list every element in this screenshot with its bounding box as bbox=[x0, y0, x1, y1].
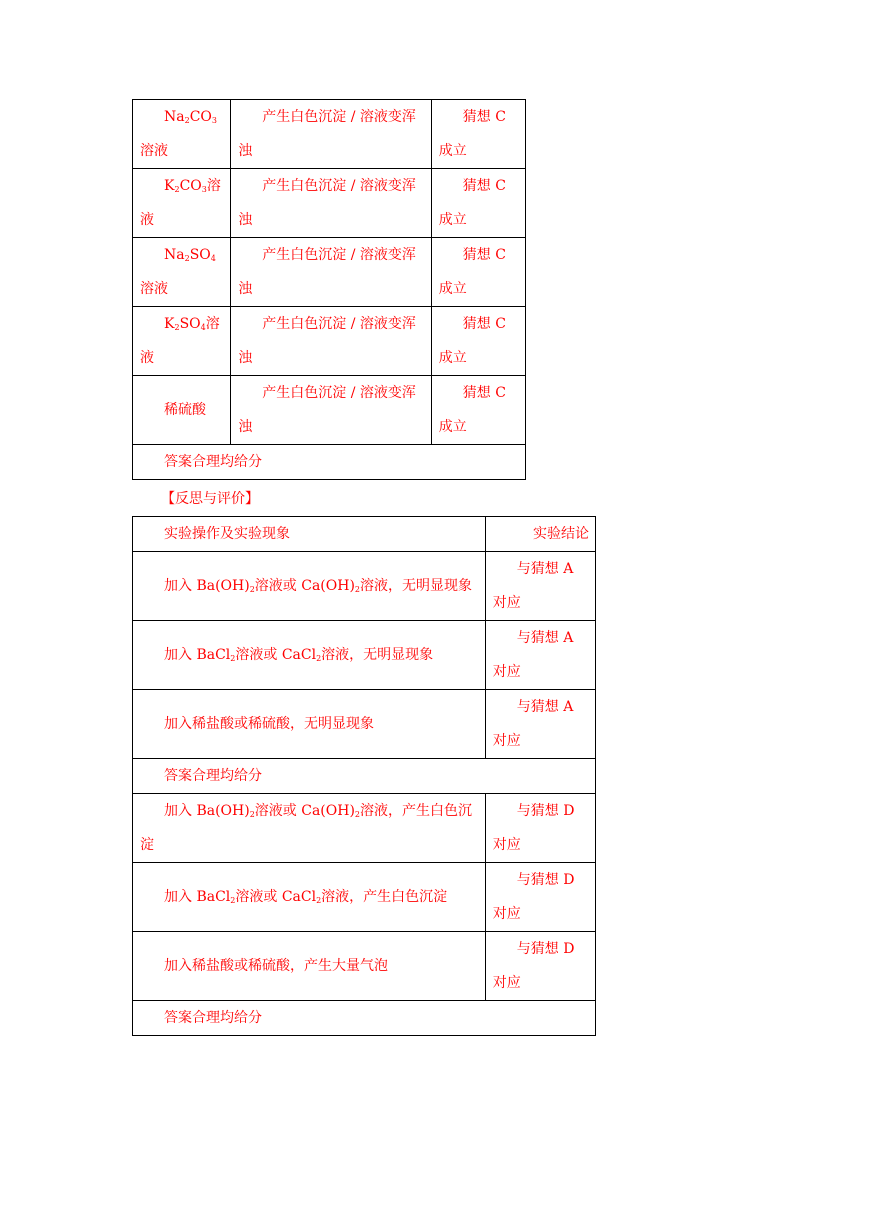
phenomenon-cell: 产生白色沉淀 / 溶液变浑浊 bbox=[231, 169, 432, 238]
conclusion-header: 实验结论 bbox=[485, 517, 595, 552]
conclusion-cell: 猜想 C 成立 bbox=[431, 238, 525, 307]
table-row bbox=[133, 863, 596, 932]
operation-cell: 加入 BaCl$_2$溶液或 CaCl$_2$溶液，产生白色沉淀 bbox=[133, 863, 486, 932]
table-row bbox=[133, 794, 596, 863]
table-row bbox=[133, 445, 526, 480]
conclusion-cell: 与猜想 D 对应 bbox=[485, 932, 595, 1001]
operation-cell: 加入 $Ba(OH)_2$溶液或 $Ca(OH)_2$溶液，产生白色沉淀 bbox=[133, 794, 486, 863]
operation-cell: 加入 BaCl$_2$溶液或 CaCl$_2$溶液，无明显现象 bbox=[133, 621, 486, 690]
reagent-cell: $Na_2SO_4$溶液 bbox=[133, 238, 231, 307]
table-row bbox=[133, 238, 526, 307]
table-row bbox=[133, 376, 526, 445]
table-row bbox=[133, 759, 596, 794]
operation-header: 实验操作及实验现象 bbox=[133, 517, 486, 552]
conclusion-cell: 与猜想 A 对应 bbox=[485, 690, 595, 759]
table-row bbox=[133, 552, 596, 621]
table-row bbox=[133, 690, 596, 759]
table-row bbox=[133, 1001, 596, 1036]
table-row bbox=[133, 621, 596, 690]
note-cell: 答案合理均给分 bbox=[133, 445, 526, 480]
table-row bbox=[133, 100, 526, 169]
conclusion-cell: 与猜想 A 对应 bbox=[485, 552, 595, 621]
table-header-row bbox=[133, 517, 596, 552]
conclusion-cell: 与猜想 D 对应 bbox=[485, 794, 595, 863]
reagent-cell: 稀硫酸 bbox=[133, 376, 231, 445]
table-row bbox=[133, 932, 596, 1001]
conclusion-cell: 与猜想 D 对应 bbox=[485, 863, 595, 932]
table-row bbox=[133, 169, 526, 238]
conclusion-table bbox=[132, 99, 526, 480]
operation-cell: 加入稀盐酸或稀硫酸，产生大量气泡 bbox=[133, 932, 486, 1001]
phenomenon-cell: 产生白色沉淀 / 溶液变浑浊 bbox=[231, 238, 432, 307]
conclusion-cell: 猜想 C 成立 bbox=[431, 376, 525, 445]
operation-cell: 加入稀盐酸或稀硫酸，无明显现象 bbox=[133, 690, 486, 759]
reagent-cell: $Na_2CO_3$溶液 bbox=[133, 100, 231, 169]
reagent-cell: $K_2SO_4$溶液 bbox=[133, 307, 231, 376]
phenomenon-cell: 产生白色沉淀 / 溶液变浑浊 bbox=[231, 100, 432, 169]
conclusion-cell: 猜想 C 成立 bbox=[431, 100, 525, 169]
reflection-table bbox=[132, 516, 596, 1036]
table-row bbox=[133, 307, 526, 376]
conclusion-cell: 猜想 C 成立 bbox=[431, 169, 525, 238]
section-heading: 【反思与评价】 bbox=[161, 491, 259, 507]
conclusion-cell: 与猜想 A 对应 bbox=[485, 621, 595, 690]
note-cell: 答案合理均给分 bbox=[133, 759, 596, 794]
note-cell: 答案合理均给分 bbox=[133, 1001, 596, 1036]
phenomenon-cell: 产生白色沉淀 / 溶液变浑浊 bbox=[231, 376, 432, 445]
reagent-cell: $K_2CO_3$溶液 bbox=[133, 169, 231, 238]
phenomenon-cell: 产生白色沉淀 / 溶液变浑浊 bbox=[231, 307, 432, 376]
operation-cell: 加入 $Ba(OH)_2$溶液或 $Ca(OH)_2$溶液，无明显现象 bbox=[133, 552, 486, 621]
conclusion-cell: 猜想 C 成立 bbox=[431, 307, 525, 376]
